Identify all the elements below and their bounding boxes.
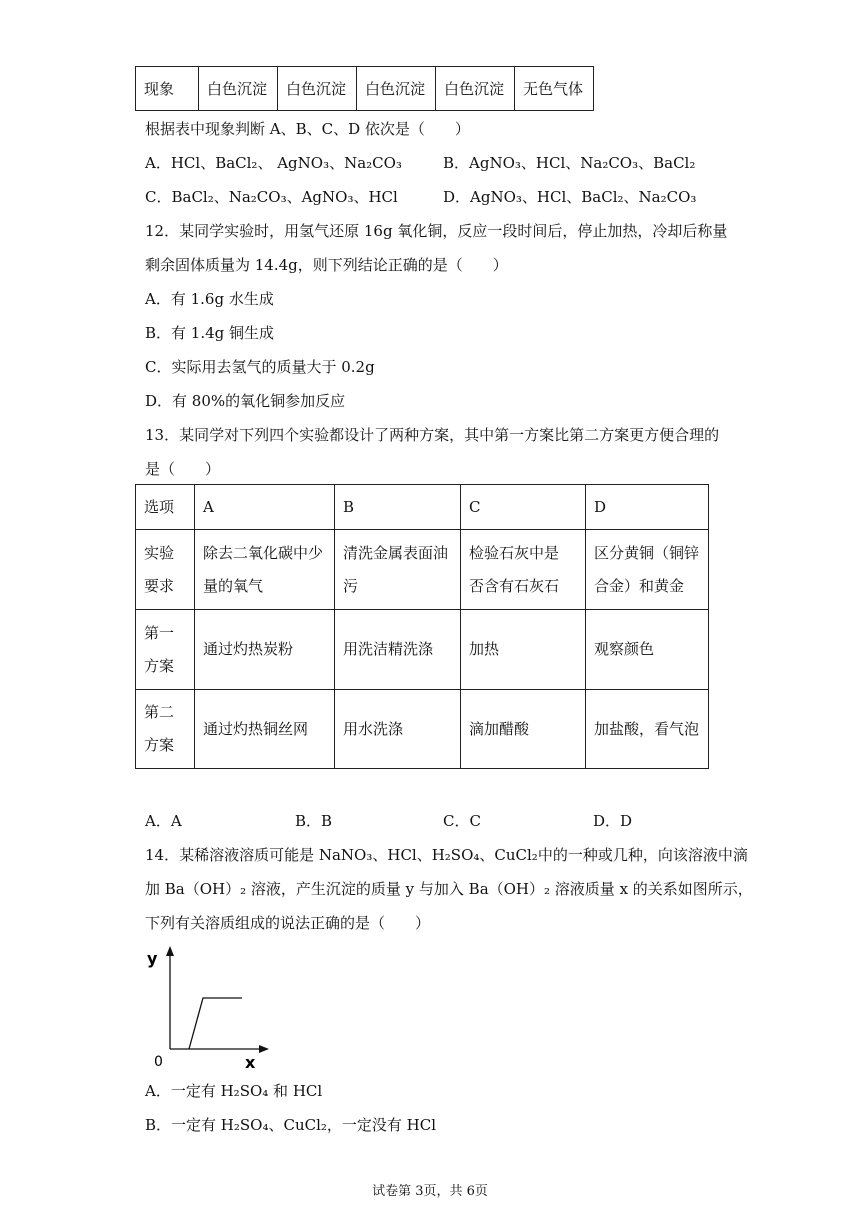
q12-option-d: D．有 80%的氧化铜参加反应	[145, 392, 346, 410]
q13-header-cell: A	[195, 485, 335, 530]
q13-header-cell: C	[461, 485, 586, 530]
q13-cell: 清洗金属表面油 污	[335, 530, 461, 610]
q13-row-label: 第一 方案	[136, 610, 195, 690]
q12-line1: 12．某同学实验时，用氢气还原 16g 氧化铜，反应一段时间后，停止加热，冷却后称量	[145, 222, 728, 240]
q13-option-a: A．A	[145, 812, 182, 830]
q14-option-a: A．一定有 H₂SO₄ 和 HCl	[145, 1082, 323, 1100]
q13-option-c: C．C	[443, 812, 481, 830]
observation-label: 现象	[136, 67, 199, 111]
q13-cell: 滴加醋酸	[461, 690, 586, 769]
y-axis-label: y	[147, 949, 158, 968]
q12-option-c: C．实际用去氢气的质量大于 0.2g	[145, 358, 375, 376]
origin-label: 0	[154, 1054, 163, 1070]
observation-cell: 白色沉淀	[278, 67, 357, 111]
q11-option-c: C．BaCl₂、Na₂CO₃、AgNO₃、HCl	[145, 188, 398, 206]
q12-option-b: B．有 1.4g 铜生成	[145, 324, 275, 342]
q13-cell: 区分黄铜（铜锌 合金）和黄金	[586, 530, 709, 610]
q13-table	[135, 484, 709, 769]
q12-line2: 剩余固体质量为 14.4g，则下列结论正确的是（ ）	[145, 256, 508, 274]
q12-option-a: A．有 1.6g 水生成	[145, 290, 274, 308]
observation-cell: 白色沉淀	[199, 67, 278, 111]
q13-header-cell: B	[335, 485, 461, 530]
q13-option-b: B．B	[295, 812, 333, 830]
q13-cell: 加盐酸，看气泡	[586, 690, 709, 769]
q13-cell: 用水洗涤	[335, 690, 461, 769]
q13-line2: 是（ ）	[145, 460, 221, 478]
q11-option-a: A．HCl、BaCl₂、 AgNO₃、Na₂CO₃	[145, 154, 402, 172]
q13-cell: 观察颜色	[586, 610, 709, 690]
q13-cell: 用洗洁精洗涤	[335, 610, 461, 690]
q13-cell: 通过灼热炭粉	[195, 610, 335, 690]
q14-line2: 加 Ba（OH）₂ 溶液，产生沉淀的质量 y 与加入 Ba（OH）₂ 溶液质量 x 的关系如图所示，	[145, 880, 753, 898]
q13-cell: 检验石灰中是 否含有石灰石	[461, 530, 586, 610]
observation-cell: 无色气体	[515, 67, 594, 111]
x-axis-label: x	[245, 1053, 256, 1072]
y-axis-arrow-icon	[166, 946, 174, 956]
q13-cell: 除去二氧化碳中少 量的氧气	[195, 530, 335, 610]
q14-graph	[140, 944, 280, 1074]
q13-row-label: 第二 方案	[136, 690, 195, 769]
q13-row-label: 实验 要求	[136, 530, 195, 610]
q11-option-d: D．AgNO₃、HCl、BaCl₂、Na₂CO₃	[443, 188, 697, 206]
observation-cell: 白色沉淀	[357, 67, 436, 111]
x-axis-arrow-icon	[259, 1045, 269, 1053]
page-footer: 试卷第 3页，共 6页	[372, 1184, 488, 1199]
precipitate-curve	[189, 998, 242, 1049]
q14-line3: 下列有关溶质组成的说法正确的是（ ）	[145, 914, 431, 932]
q14-line1: 14．某稀溶液溶质可能是 NaNO₃、HCl、H₂SO₄、CuCl₂中的一种或几种，向该溶液中滴	[145, 846, 748, 864]
q13-header-cell: 选项	[136, 485, 195, 530]
observation-cell: 白色沉淀	[436, 67, 515, 111]
q13-cell: 加热	[461, 610, 586, 690]
q11-question: 根据表中现象判断 A、B、C、D 依次是（ ）	[145, 120, 470, 138]
q13-cell: 通过灼热铜丝网	[195, 690, 335, 769]
q13-line1: 13．某同学对下列四个实验都设计了两种方案，其中第一方案比第二方案更方便合理的	[145, 426, 720, 444]
q13-option-d: D．D	[593, 812, 633, 830]
q11-option-b: B．AgNO₃、HCl、Na₂CO₃、BaCl₂	[443, 154, 696, 172]
q13-header-cell: D	[586, 485, 709, 530]
q14-option-b: B．一定有 H₂SO₄、CuCl₂，一定没有 HCl	[145, 1116, 437, 1134]
observation-table	[135, 66, 594, 111]
